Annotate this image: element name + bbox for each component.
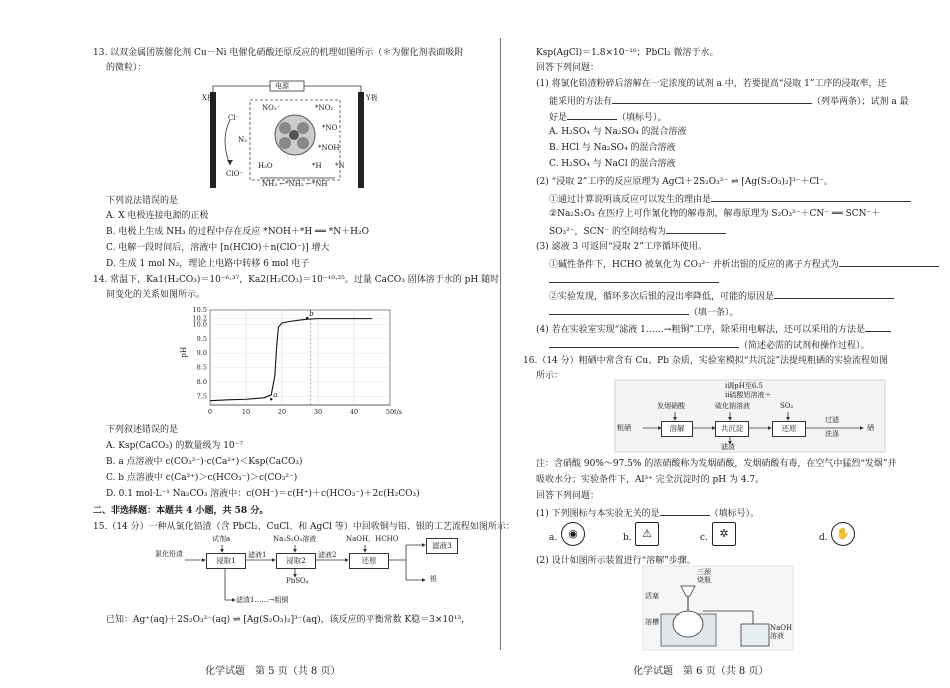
icon-option-d-label: d. — [819, 533, 828, 543]
q15-part2-2-cont: SO₃²⁻，SCN⁻ 的空间结构为 — [549, 224, 726, 238]
q16-answer-prompt: 回答下列问题： — [536, 491, 600, 501]
point-marker-a — [270, 398, 272, 400]
q15-part4: (4) 若在实验室实现“滤液 1……→粗铜”工序，除采用电解法，还可以采用的方法是 — [536, 322, 891, 336]
q15-part3: (3) 滤液 3 可返回“浸取 2”工序循环使用。 — [536, 242, 707, 252]
h-label: *H — [312, 162, 322, 170]
answer-prompt: 回答下列问题： — [536, 63, 600, 73]
leach-1-box: 浸取1 — [206, 553, 246, 569]
goggles-icon: ◉ — [561, 522, 585, 546]
y-tick-label: 9.0 — [196, 349, 207, 358]
answer-blank[interactable] — [549, 305, 689, 315]
q16-condition-3: 硫化钠溶液 — [715, 402, 750, 410]
point-label-a: a — [273, 391, 278, 400]
q16-part2: (2) 设计如图所示装置进行“溶解”步骤。 — [536, 556, 696, 566]
y-tick-label: 10.2 — [192, 314, 207, 323]
q15-flowchart — [150, 535, 470, 610]
q16-condition-2: ⅱ硫酸铝溶液＋ — [725, 391, 772, 399]
point-label-b: b — [309, 310, 314, 319]
hand-wash-icon: ✋ — [831, 522, 855, 546]
q16-stem-cont: 所示： — [536, 371, 564, 381]
q13-stem: 13. 以双金属团簇催化剂 Cu－Ni 电催化硝酸还原反应的机理如图所示（＊为催化剂表面吸附 — [93, 48, 464, 58]
ph-time-chart — [180, 305, 410, 420]
pbso4-label: PbSO₄ — [286, 577, 309, 585]
q16-note-cont: 吸收水分；实验条件下，Al³⁺ 完全沉淀时的 pH 为 4.7。 — [536, 475, 765, 485]
x-tick-label: 30 — [313, 408, 323, 416]
q15-part2-2: ②Na₂S₂O₃ 在医疗上可作氰化物的解毒剂，解毒原理为 S₂O₃²⁻＋CN⁻ ══ SCN⁻＋ — [549, 209, 881, 219]
answer-blank[interactable] — [865, 322, 891, 332]
left-footer: 化学试题 第 5 页（共 8 页） — [205, 666, 341, 677]
q15-part3-2-cont: （填一条）。 — [549, 305, 739, 319]
x-tick-label: 50 — [385, 408, 395, 416]
x-tick-label: 40 — [349, 408, 359, 416]
crude-se-label: 粗硒 — [617, 424, 631, 432]
cl-ion-label: Cl⁻ — [228, 114, 240, 122]
q13-stem-cont: 的微粒）： — [106, 63, 147, 73]
q15-part2-1: ①通过计算说明该反应可以发生的理由是 — [549, 192, 911, 206]
filter-label: 过滤 — [825, 416, 839, 424]
leach-2-box: 浸取2 — [276, 553, 316, 569]
q14-option-c: C. b 点溶液中 c(Ca²⁺)＞c(HCO₃⁻)＞c(CO₃²⁻) — [106, 473, 298, 483]
q16-part1: (1) 下列图标与本实验无关的是 （填标号）。 — [536, 506, 759, 520]
ventilation-icon: ✲ — [712, 522, 736, 546]
answer-blank[interactable] — [549, 338, 739, 348]
q15-option-c: C. H₂SO₄ 与 NaCl 的混合溶液 — [549, 159, 676, 169]
q14-prompt: 下列叙述错误的是 — [106, 425, 179, 435]
answer-blank[interactable] — [612, 94, 812, 104]
na2s2o3-label: Na₂S₂O₃溶液 — [273, 535, 317, 543]
wash-label: 洗涤 — [825, 430, 839, 438]
q15-part3-1-line — [549, 273, 719, 287]
q16-flowchart — [615, 380, 885, 452]
nh3-chain-label: NH₃ ←*NH₂ ←*NH — [262, 180, 328, 188]
x-tick-label: 10 — [241, 408, 251, 416]
answer-blank[interactable] — [711, 192, 911, 202]
no3-label: NO₃⁻ — [262, 104, 281, 112]
y-tick-label: 8.0 — [196, 377, 207, 386]
stopcock-label: 活塞 — [645, 592, 659, 600]
fuming-nitric-label: 发烟硝酸 — [657, 402, 685, 410]
answer-blank[interactable] — [839, 257, 939, 267]
q15-part1-cont: 能采用的方法有 （列举两条）；试剂 a 最 — [549, 94, 909, 108]
noh-label: *NOH — [318, 144, 340, 152]
y-tick-label: 9.5 — [196, 334, 207, 343]
y-tick-label: 8.5 — [196, 363, 207, 372]
h2o-label: H₂O — [258, 162, 273, 170]
power-source-label: 电源 — [275, 82, 289, 90]
q15-known: 已知：Ag⁺(aq)＋2S₂O₃²⁻(aq) ⇌ [Ag(S₂O₃)₂]³⁻(aq)，该反应的平衡常数 K稳＝3×10¹³， — [106, 615, 471, 625]
q15-part2: (2) “浸取 2”工序的反应原理为 AgCl＋2S₂O₃²⁻ ⇌ [Ag(S₂O₃)₂]³⁻＋Cl⁻。 — [536, 177, 833, 187]
y-tick-label: 10.0 — [192, 320, 207, 329]
silver-label: 银 — [430, 575, 437, 583]
y-tick-label: 7.5 — [196, 392, 207, 401]
q16-apparatus — [643, 566, 793, 650]
q15-part3-2: ②实验发现，循环多次后银的浸出率降低，可能的原因是 — [549, 289, 894, 303]
residue-label: 滤渣 — [721, 443, 735, 451]
naoh-solution-label: NaOH 溶液 — [770, 624, 793, 640]
q16-note: 注：含硝酸 90%～97.5% 的浓硝酸称为发烟硝酸，发烟硝酸有毒，在空气中猛烈“发烟”并 — [536, 459, 897, 469]
x-axis-label: t/s — [394, 408, 403, 416]
q13-figure — [200, 80, 380, 190]
icon-option-a-label: a. — [549, 533, 558, 543]
dissolve-box: 溶解 — [661, 421, 693, 437]
point-marker-b — [306, 317, 308, 319]
filtrate-2-label: 滤液2 — [318, 551, 337, 559]
q15-option-b: B. HCl 与 Na₂SO₄ 的混合溶液 — [549, 143, 676, 153]
warning-icon: ⚠ — [635, 522, 659, 546]
coprecipitation-box: 共沉淀 — [715, 421, 749, 437]
y-axis-label: pH — [180, 346, 188, 358]
q15-option-a: A. H₂SO₄ 与 Na₂SO₄ 的混合溶液 — [549, 127, 687, 137]
so2-label: SO₂ — [780, 402, 794, 410]
q16-stem: 16.（14 分）粗硒中常含有 Cu、Pb 杂质，实验室模拟“共沉淀”法提纯粗硒的实验流程如图 — [523, 356, 889, 366]
q14-stem: 14. 常温下，Ka1(H₂CO₃)＝10⁻⁶·³⁷，Ka2(H₂CO₃)＝10⁻¹⁰·²⁵。过量 CaCO₃ 固体溶于水的 pH 随时 — [93, 275, 500, 285]
answer-blank[interactable] — [774, 289, 894, 299]
no2-label: *NO₂ — [315, 104, 334, 112]
q15-part1-cont2: 好是 （填标号）。 — [549, 110, 667, 124]
reagent-a-label: 试剂a — [212, 535, 231, 543]
q13-option-b: B. 电极上生成 NH₃ 的过程中存在反应 *NOH＋*H ══ *N＋H₂O — [106, 227, 369, 237]
n-label: *N — [335, 162, 345, 170]
answer-blank[interactable] — [660, 506, 710, 516]
filtrate-1-label: 滤液1 — [248, 551, 267, 559]
ph-series-line — [210, 319, 372, 401]
q14-option-d: D. 0.1 mol·L⁻¹ Na₂CO₃ 溶液中：c(OH⁻)＝c(H⁺)＋c(HCO₃⁻)＋2c(H₂CO₃) — [106, 489, 420, 499]
ksp-agcl-line: Ksp(AgCl)＝1.8×10⁻¹⁰；PbCl₂ 微溶于水。 — [536, 48, 719, 58]
icon-option-c-label: c. — [700, 533, 708, 543]
q15-part3-1: ①碱性条件下，HCHO 被氧化为 CO₃²⁻ 并析出银的反应的离子方程式为 — [549, 257, 939, 271]
q14-option-a: A. Ksp(CaCO₃) 的数量级为 10⁻⁷ — [106, 441, 244, 451]
q15-stem: 15.（14 分）一种从氯化铅渣（含 PbCl₂、CuCl、和 AgCl 等）中回收铜与铅、银的工艺流程如图所示： — [93, 522, 515, 532]
q13-prompt: 下列说法错误的是 — [106, 196, 179, 206]
icon-option-b-label: b. — [623, 533, 632, 543]
x-tick-label: 20 — [277, 408, 287, 416]
clo-ion-label: ClO⁻ — [226, 170, 244, 178]
q15-flow-arrows — [150, 535, 470, 610]
q14-option-b: B. a 点溶液中 c(CO₃²⁻)·c(Ca²⁺)＜Ksp(CaCO₃) — [106, 457, 303, 467]
bath-label: 溶槽 — [645, 618, 659, 626]
section-2-heading: 二、非选择题：本题共 4 小题，共 58 分。 — [93, 506, 269, 516]
no-label: *NO — [322, 124, 338, 132]
three-neck-flask-label: 三颈 烧瓶 — [697, 568, 711, 584]
page-divider — [500, 38, 501, 650]
q13-option-a: A. X 电极连接电源的正极 — [106, 211, 209, 221]
right-page — [503, 0, 950, 688]
q15-part4-cont: （简述必需的试剂和操作过程）。 — [549, 338, 870, 352]
x-tick-label: 0 — [207, 408, 213, 416]
reduce-box: 还原 — [349, 553, 389, 569]
answer-blank[interactable] — [567, 110, 617, 120]
right-footer: 化学试题 第 6 页（共 8 页） — [633, 666, 769, 677]
x-pole-label: X极 — [202, 94, 214, 102]
q13-option-c: C. 电解一段时间后，溶液中 [n(HClO)＋n(ClO⁻)] 增大 — [106, 243, 330, 253]
filtrate-3-box: 滤液3 — [426, 538, 458, 554]
se-product-label: 硒 — [867, 424, 874, 432]
y-pole-label: Y极 — [366, 94, 378, 102]
answer-blank[interactable] — [549, 273, 719, 283]
n2-label: N₂ — [238, 136, 247, 144]
q16-condition-1: ⅰ调pH至6.5 — [725, 382, 763, 390]
residue-crude-copper-label: 滤渣1……→粗铜 — [236, 596, 289, 604]
naoh-hcho-label: NaOH、HCHO — [346, 535, 399, 543]
feed-label: 氯化铅渣 — [155, 550, 183, 558]
q15-part1: (1) 将氯化铅渣粉碎后溶解在一定浓度的试剂 a 中，若要提高“浸取 1”工序的浸取率，还 — [536, 79, 887, 89]
q13-option-d: D. 生成 1 mol N₂，理论上电路中转移 6 mol 电子 — [106, 259, 310, 269]
q14-stem-cont: 间变化的关系如图所示。 — [106, 290, 206, 300]
reduction-box: 还原 — [772, 421, 806, 437]
y-tick-label: 10.5 — [192, 306, 207, 314]
answer-blank[interactable] — [666, 224, 726, 234]
